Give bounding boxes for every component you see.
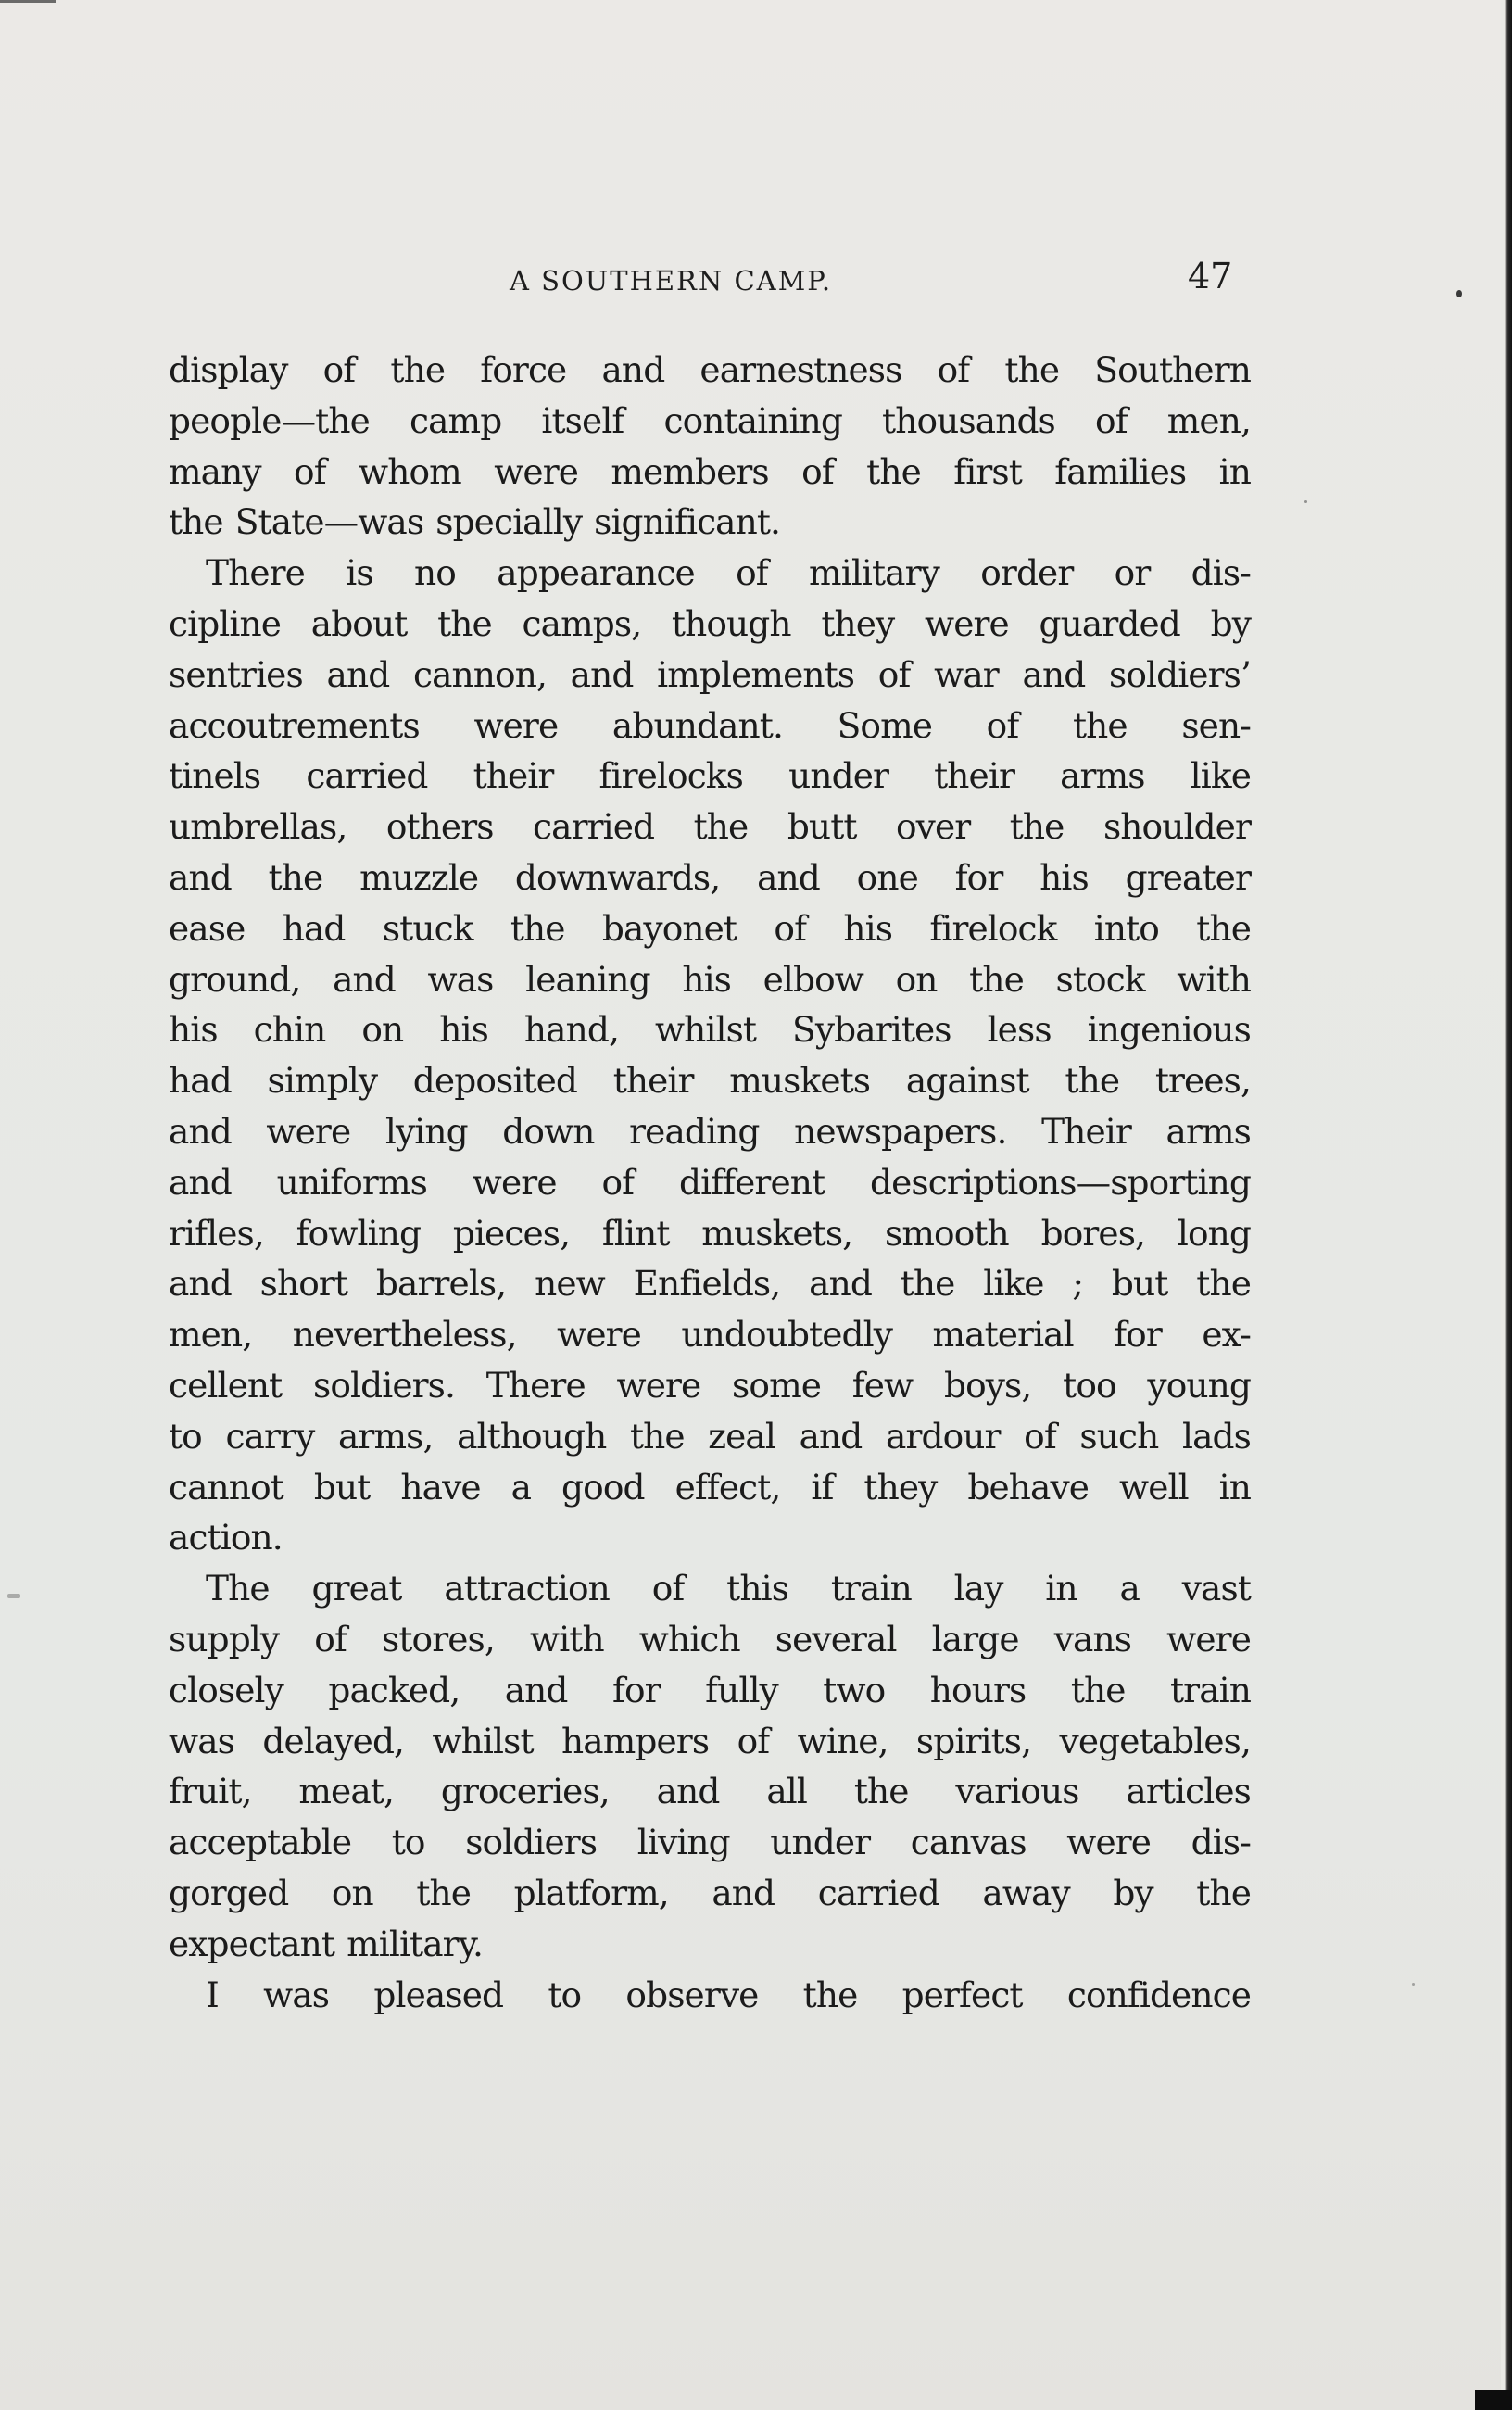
scan-speck bbox=[1304, 500, 1307, 503]
text-line: was delayed, whilst hampers of wine, spirits, vegetables, bbox=[169, 1720, 1251, 1761]
text-line: many of whom were members of the first families in bbox=[169, 450, 1251, 492]
text-line: tinels carried their firelocks under their arms like bbox=[169, 755, 1251, 797]
text-line: sentries and cannon, and implements of war and soldiers’ bbox=[169, 653, 1251, 695]
scan-edge-corner bbox=[1475, 2390, 1512, 2410]
text-line: and the muzzle downwards, and one for his greater bbox=[169, 856, 1251, 898]
text-line: supply of stores, with which several large vans were bbox=[169, 1618, 1251, 1659]
text-line: I was pleased to observe the perfect confidence bbox=[206, 1974, 1251, 2015]
text-line: action. bbox=[169, 1517, 283, 1558]
paragraph-3 bbox=[169, 1563, 1251, 1969]
text-line: closely packed, and for fully two hours the train bbox=[169, 1669, 1251, 1710]
page-number: 47 bbox=[1188, 256, 1233, 297]
text-line: had simply deposited their muskets against the trees, bbox=[169, 1060, 1251, 1102]
text-line: accoutrements were abundant. Some of the sen- bbox=[169, 704, 1251, 746]
paragraph-4 bbox=[169, 1970, 1251, 2021]
paragraph-2 bbox=[169, 548, 1251, 1563]
text-line: and were lying down reading newspapers. Their arms bbox=[169, 1110, 1251, 1152]
text-line: ease had stuck the bayonet of his firelock into the bbox=[169, 907, 1251, 949]
scan-edge-top bbox=[0, 0, 56, 3]
text-line: his chin on his hand, whilst Sybarites less ingenious bbox=[169, 1009, 1251, 1051]
text-line: and short barrels, new Enfields, and the like ; but the bbox=[169, 1263, 1251, 1305]
text-line: ground, and was leaning his elbow on the stock with bbox=[169, 958, 1251, 1000]
paragraph-1 bbox=[169, 345, 1251, 548]
text-line: rifles, fowling pieces, flint muskets, smooth bores, long bbox=[169, 1212, 1251, 1254]
text-line: to carry arms, although the zeal and ardour of such lads bbox=[169, 1415, 1251, 1457]
text-line: the State—was specially significant. bbox=[169, 501, 781, 543]
text-line: acceptable to soldiers living under canvas were dis- bbox=[169, 1822, 1251, 1863]
text-line: There is no appearance of military order or dis- bbox=[206, 552, 1251, 594]
text-line: gorged on the platform, and carried away by the bbox=[169, 1872, 1251, 1913]
running-title: A SOUTHERN CAMP. bbox=[510, 265, 833, 297]
scan-speck bbox=[7, 1594, 20, 1598]
text-line: umbrellas, others carried the butt over the shoulder bbox=[169, 806, 1251, 848]
text-line: The great attraction of this train lay in a vast bbox=[206, 1568, 1251, 1609]
text-line: display of the force and earnestness of the Southern bbox=[169, 349, 1251, 390]
scan-edge-right bbox=[1505, 0, 1512, 2410]
scan-speck bbox=[1412, 1983, 1415, 1986]
text-line: men, nevertheless, were undoubtedly material for ex- bbox=[169, 1314, 1251, 1356]
text-line: expectant military. bbox=[169, 1923, 484, 1964]
text-line: cipline about the camps, though they were guarded by bbox=[169, 602, 1251, 644]
text-line: cellent soldiers. There were some few boys, too young bbox=[169, 1364, 1251, 1406]
body-text bbox=[169, 345, 1251, 2020]
running-header bbox=[169, 256, 1234, 302]
scan-speck bbox=[1456, 290, 1462, 297]
text-line: fruit, meat, groceries, and all the various articles bbox=[169, 1771, 1251, 1812]
text-line: and uniforms were of different descriptions—sporting bbox=[169, 1161, 1251, 1203]
text-line: cannot but have a good effect, if they behave well in bbox=[169, 1466, 1251, 1508]
text-line: people—the camp itself containing thousands of men, bbox=[169, 399, 1251, 441]
